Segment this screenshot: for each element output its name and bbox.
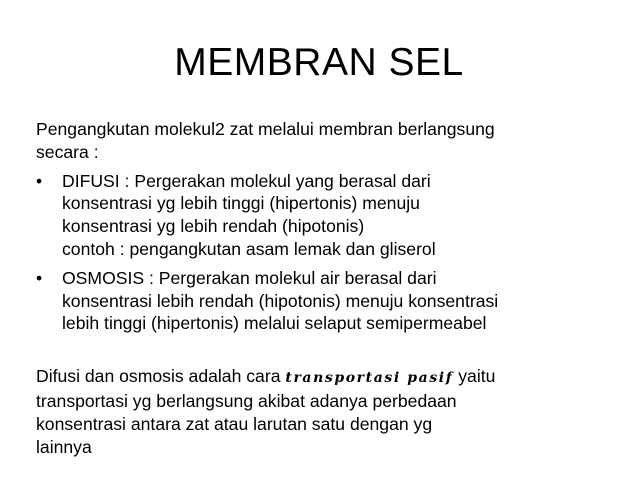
conclusion-line bbox=[36, 365, 616, 390]
intro-line: Pengangkutan molekul2 zat melalui membran berlangsung bbox=[36, 119, 495, 139]
conclusion-paragraph bbox=[36, 365, 616, 458]
slide-title: MEMBRAN SEL bbox=[174, 41, 464, 84]
intro-line: secara : bbox=[36, 141, 99, 162]
conclusion-emphasis: transportasi pasif bbox=[285, 370, 454, 387]
conclusion-text: yaitu bbox=[453, 366, 496, 387]
bullet-osmosis bbox=[36, 267, 616, 335]
bullet-line: konsentrasi lebih rendah (hipotonis) menuju konsentrasi bbox=[62, 290, 499, 311]
bullet-line: lebih tinggi (hipertonis) melalui selaput semipermeabel bbox=[62, 313, 487, 334]
bullet-icon: • bbox=[36, 170, 43, 191]
bullet-line: OSMOSIS : Pergerakan molekul air berasal dari bbox=[62, 267, 437, 288]
bullet-difusi bbox=[36, 170, 616, 261]
conclusion-line: konsentrasi antara zat atau larutan satu dengan yg bbox=[36, 413, 433, 434]
bullet-line: DIFUSI : Pergerakan molekul yang berasal dari bbox=[62, 170, 431, 191]
conclusion-text: Difusi dan osmosis adalah cara bbox=[36, 366, 286, 387]
intro-paragraph bbox=[36, 118, 616, 164]
bullet-icon: • bbox=[36, 267, 43, 288]
conclusion-line: transportasi yg berlangsung akibat adanya perbedaan bbox=[36, 390, 457, 411]
spacer bbox=[36, 341, 616, 365]
slide-body bbox=[36, 118, 616, 464]
conclusion-line: lainnya bbox=[36, 436, 92, 457]
bullet-line: konsentrasi yg lebih tinggi (hipertonis) menuju bbox=[62, 193, 420, 214]
bullet-line: konsentrasi yg lebih rendah (hipotonis) bbox=[62, 216, 365, 237]
bullet-line: contoh : pengangkutan asam lemak dan gliserol bbox=[62, 238, 436, 259]
